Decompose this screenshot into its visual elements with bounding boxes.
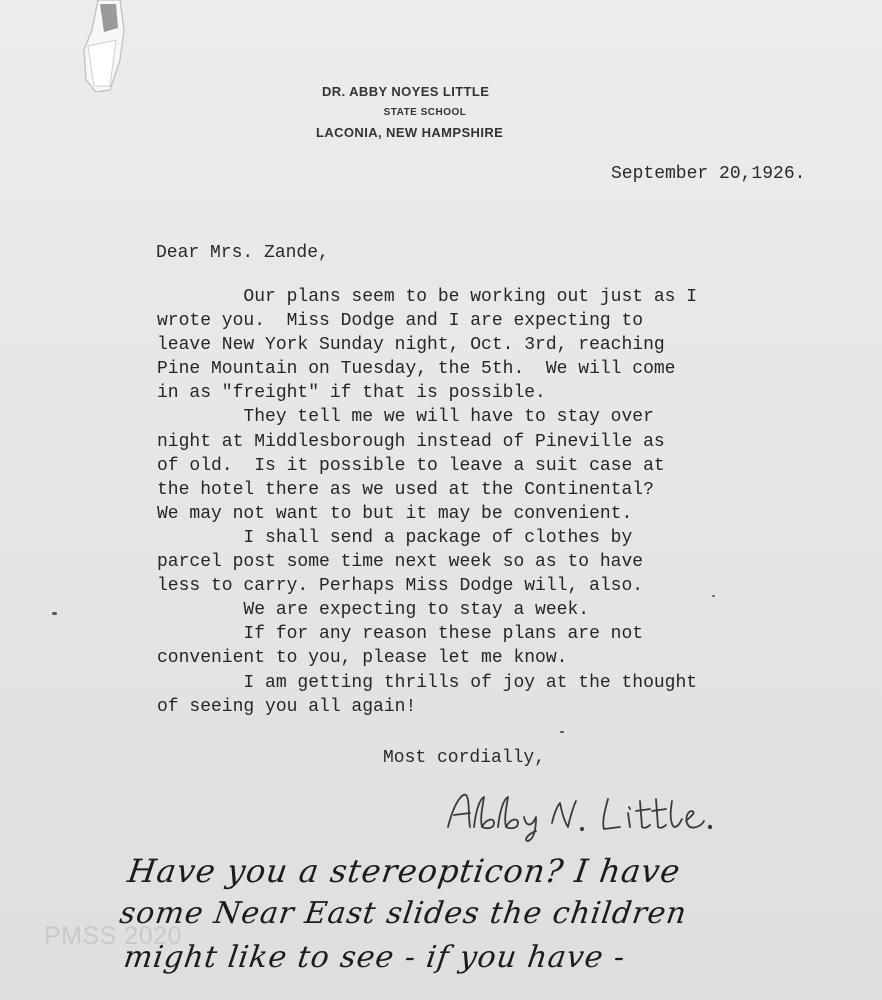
salutation: Dear Mrs. Zande,	[156, 243, 329, 263]
handwritten-signature	[440, 783, 760, 843]
body-line: They tell me we will have to stay over	[157, 407, 654, 428]
body-line: If for any reason these plans are not	[157, 624, 644, 645]
body-line: We may not want to but it may be convenient.	[157, 503, 633, 524]
body-line: Our plans seem to be working out just as I	[157, 287, 698, 307]
body-line: wrote you. Miss Dodge and I are expecting to	[157, 311, 644, 332]
body-line: night at Middlesborough instead of Pineville as	[157, 431, 665, 452]
paper-speck	[712, 595, 715, 597]
body-line: less to carry. Perhaps Miss Dodge will, also.	[157, 576, 644, 597]
body-line: I am getting thrills of joy at the thought	[157, 672, 698, 693]
letterhead-name: DR. ABBY NOYES LITTLE	[322, 84, 490, 99]
letterhead-institution: STATE SCHOOL	[383, 107, 467, 118]
body-line: I shall send a package of clothes by	[157, 527, 633, 548]
letter-body	[157, 285, 797, 719]
letter-date: September 20,1926.	[611, 164, 806, 184]
body-line: convenient to you, please let me know.	[157, 648, 568, 669]
body-line: in as "freight" if that is possible.	[157, 383, 546, 404]
handwritten-postscript	[117, 850, 860, 980]
letterhead-location: LACONIA, NEW HAMPSHIRE	[316, 125, 504, 140]
body-line: parcel post some time next week so as to have	[157, 552, 644, 573]
paper-clip-mark	[80, 0, 126, 92]
body-line: of old. Is it possible to leave a suit case at	[157, 455, 665, 476]
body-line: leave New York Sunday night, Oct. 3rd, reaching	[157, 335, 665, 356]
body-line: Pine Mountain on Tuesday, the 5th. We will come	[157, 359, 676, 380]
postscript-line: some Near East slides the children	[117, 896, 690, 931]
paper-speck	[52, 612, 57, 615]
body-line: We are expecting to stay a week.	[157, 600, 590, 621]
body-line: of seeing you all again!	[157, 696, 417, 717]
closing: Most cordially,	[383, 748, 546, 768]
postscript-line: Have you a stereopticon? I have	[125, 852, 684, 890]
postscript-line: might like to see - if you have -	[121, 940, 628, 975]
archive-watermark: PMSS 2020	[44, 922, 182, 950]
body-line: the hotel there as we used at the Continental?	[157, 479, 654, 500]
paper-speck	[560, 731, 564, 733]
